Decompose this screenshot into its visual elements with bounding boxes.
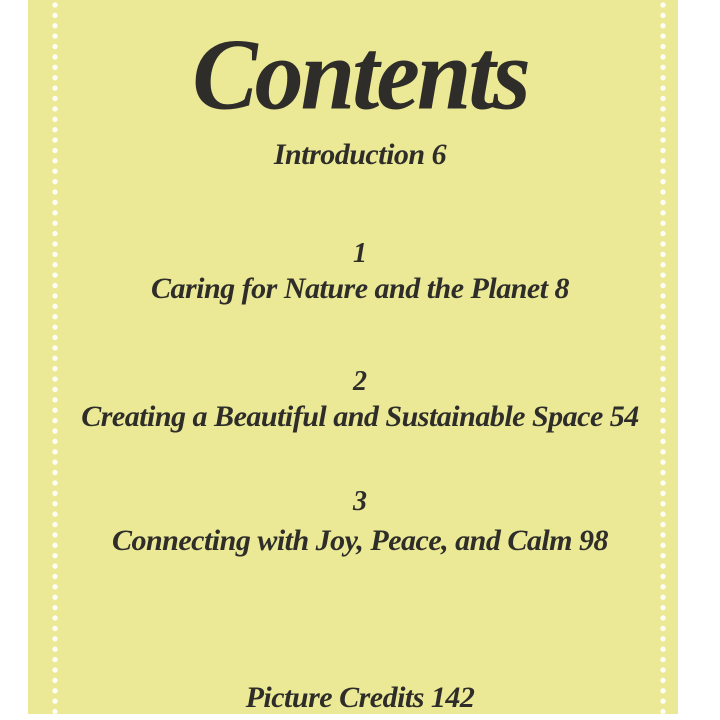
toc-entry-chapter-1: Caring for Nature and the Planet 8 [150, 272, 570, 305]
chapter-3-number: 3 [353, 486, 367, 517]
chapter-1-number: 1 [353, 238, 367, 269]
toc-entry-chapter-2: Creating a Beautiful and Sustainable Space 54 [81, 400, 639, 433]
toc-entry-chapter-3: Connecting with Joy, Peace, and Calm 98 [111, 524, 609, 557]
toc-entry-introduction: Introduction 6 [273, 138, 447, 171]
page-title: Contents [192, 18, 528, 131]
toc-entry-picture-credits: Picture Credits 142 [245, 681, 475, 714]
chapter-2-number: 2 [353, 366, 367, 397]
contents-sheet [28, 0, 678, 714]
